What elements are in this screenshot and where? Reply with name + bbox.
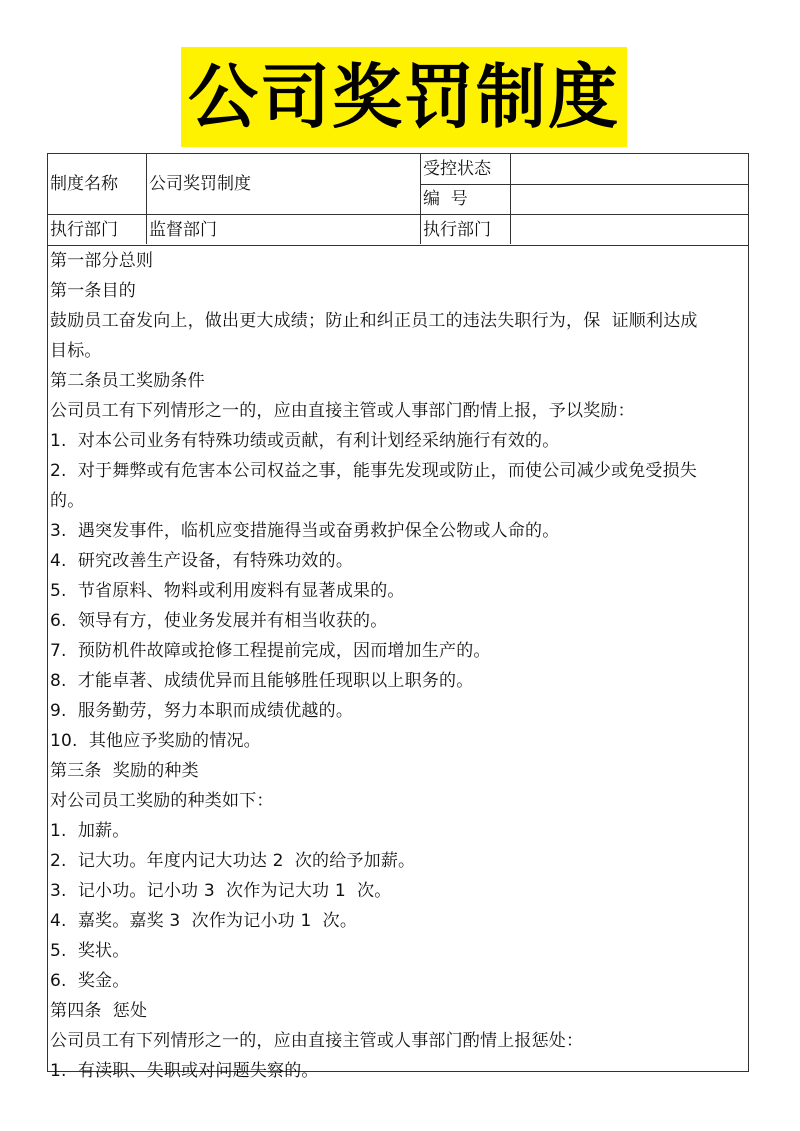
body-line: 2. 记大功。年度内记大功达 2 次的给予加薪。 xyxy=(50,851,416,871)
exec-dept-value-2 xyxy=(511,215,748,245)
control-status-value xyxy=(511,154,748,184)
body-line: 5. 节省原料、物料或利用废料有显著成果的。 xyxy=(50,581,405,601)
exec-dept-value: 监督部门 xyxy=(149,219,217,240)
body-line: 10. 其他应予奖励的情况。 xyxy=(50,731,261,751)
body-line: 5. 奖状。 xyxy=(50,941,130,961)
exec-dept-label-2: 执行部门 xyxy=(423,219,491,240)
policy-name-label: 制度名称 xyxy=(50,173,118,194)
body-line: 4. 嘉奖。嘉奖 3 次作为记小功 1 次。 xyxy=(50,911,358,931)
title-banner xyxy=(181,47,627,147)
body-line: 第二条员工奖励条件 xyxy=(50,371,205,391)
number-label: 编 号 xyxy=(423,189,468,209)
body-line: 目标。 xyxy=(50,341,102,361)
body-line: 8. 才能卓著、成绩优异而且能够胜任现职以上职务的。 xyxy=(50,671,474,691)
body-line: 第三条 奖励的种类 xyxy=(50,761,199,781)
page-title: 公司奖罚制度 xyxy=(188,56,620,138)
body-line: 9. 服务勤劳，努力本职而成绩优越的。 xyxy=(50,701,354,721)
header-grid xyxy=(48,154,748,245)
body-line: 的。 xyxy=(50,491,85,511)
policy-name-value: 公司奖罚制度 xyxy=(149,173,251,194)
body-line: 7. 预防机件故障或抢修工程提前完成，因而增加生产的。 xyxy=(50,641,491,661)
body-line: 6. 领导有方，使业务发展并有相当收获的。 xyxy=(50,611,388,631)
number-value xyxy=(511,185,748,214)
body-line: 第一部分总则 xyxy=(50,251,154,271)
body-line: 第四条 惩处 xyxy=(50,1001,148,1021)
body-line: 3. 遇突发事件，临机应变措施得当或奋勇救护保全公物或人命的。 xyxy=(50,521,560,541)
exec-dept-label: 执行部门 xyxy=(50,219,118,240)
policy-body xyxy=(48,245,748,1086)
body-line: 1. 对本公司业务有特殊功绩或贡献，有利计划经采纳施行有效的。 xyxy=(50,431,560,451)
document-table xyxy=(47,153,749,1081)
body-line: 3. 记小功。记小功 3 次作为记大功 1 次。 xyxy=(50,881,392,901)
body-line: 鼓励员工奋发向上，做出更大成绩；防止和纠正员工的违法失职行为，保 证顺利达成 xyxy=(50,311,698,331)
body-line: 1. 加薪。 xyxy=(50,821,130,841)
body-line: 4. 研究改善生产设备，有特殊功效的。 xyxy=(50,551,354,571)
body-line: 对公司员工奖励的种类如下： xyxy=(50,791,274,811)
body-line: 1. 有渎职、失职或对问题失察的。 xyxy=(50,1061,319,1081)
body-line: 6. 奖金。 xyxy=(50,971,130,991)
body-line: 第一条目的 xyxy=(50,281,136,301)
control-status-label: 受控状态 xyxy=(423,158,491,179)
body-line: 公司员工有下列情形之一的，应由直接主管或人事部门酌情上报，予以奖励： xyxy=(50,401,635,421)
body-line: 2. 对于舞弊或有危害本公司权益之事，能事先发现或防止，而使公司减少或免受损失 xyxy=(50,461,698,481)
body-line: 公司员工有下列情形之一的，应由直接主管或人事部门酌情上报惩处： xyxy=(50,1031,584,1051)
